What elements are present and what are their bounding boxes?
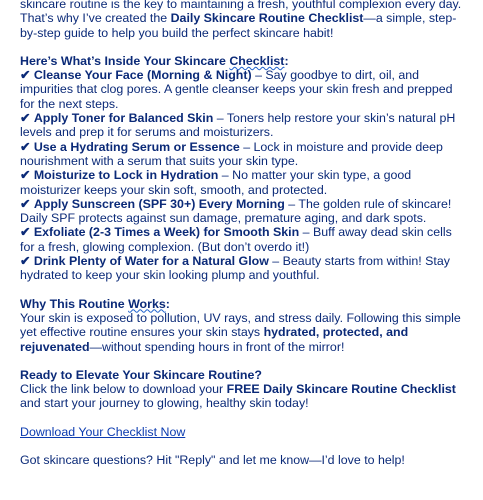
ready-text-end: and start your journey to glowing, healthy skin today!: [20, 396, 309, 411]
download-checklist-link[interactable]: [20, 425, 185, 439]
spacer: [20, 411, 469, 425]
inside-heading-text: Here’s What’s Inside Your Skincare: [20, 53, 230, 68]
checklist-items: [20, 68, 469, 282]
checklist-item-text: – Say goodbye to dirt, oil, and impurities that clog pores. A gentle cleanser keeps your skin fresh and prepped for the next steps.: [20, 68, 453, 111]
ready-bold: FREE Daily Skincare Routine Checklist: [226, 382, 456, 397]
checkmark-icon: ✔: [20, 168, 31, 183]
why-heading-text: Why This Routine: [20, 296, 129, 311]
why-heading-word: Works: [128, 296, 166, 311]
checklist-item-title: Use a Hydrating Serum or Essence: [33, 139, 240, 154]
ready-heading-text: Ready to Elevate Your Skincare Routine?: [20, 367, 262, 382]
checklist-item-text: – Buff away dead skin cells for a fresh, glowing complexion. (But don’t overdo it!): [20, 225, 452, 254]
spacer: [20, 40, 469, 54]
checklist-item-text: – No matter your skin type, a good moisturizer keeps your skin soft, smooth, and protected.: [20, 168, 412, 197]
checklist-item: [20, 140, 469, 169]
download-link-label: Download Your Checklist Now: [20, 424, 186, 439]
checklist-item: [20, 168, 469, 197]
why-text-end: —without spending hours in front of the mirror!: [89, 339, 345, 354]
checklist-item-text: – Lock in moisture and provide deep nourishment with a serum that suits your skin type.: [20, 139, 443, 168]
checklist-item-text: – The golden rule of skincare! Daily SPF protects against sun damage, premature aging, and dark spots.: [20, 196, 452, 226]
checklist-item-title: Drink Plenty of Water for a Natural Glow: [33, 254, 269, 269]
checklist-item: [20, 111, 469, 140]
why-heading-colon: :: [165, 296, 170, 311]
checklist-item-title: Exfoliate (2-3 Times a Week) for Smooth Skin: [33, 225, 300, 240]
inside-heading-colon: :: [284, 53, 289, 68]
checklist-item-title: Apply Sunscreen (SPF 30+) Every Morning: [33, 196, 285, 211]
checklist-item-text: – Beauty starts from within! Stay hydrated to keep your skin looking plump and youthful.: [20, 254, 450, 283]
why-text: Your skin is exposed to pollution, UV rays, and stress daily. Following this simple yet effective routine ensures your skin stays: [20, 310, 461, 340]
spacer: [20, 283, 469, 297]
why-bold: hydrated, protected, and rejuvenated: [20, 325, 409, 354]
why-heading: [20, 297, 469, 311]
intro-text-end: —a simple, step-by-step guide to help you build the perfect skincare habit!: [20, 11, 457, 40]
checklist-item: [20, 225, 469, 254]
checkmark-icon: ✔: [20, 68, 31, 83]
intro-text: skincare routine is the key to maintaining a fresh, youthful complexion every day. That’s why I’ve created the: [20, 0, 462, 26]
intro-paragraph: [20, 0, 469, 40]
ready-paragraph: [20, 382, 469, 411]
ready-heading: [20, 368, 469, 382]
download-line: [20, 425, 469, 439]
checklist-item: [20, 254, 469, 283]
checklist-item: [20, 197, 469, 226]
checkmark-icon: ✔: [20, 139, 31, 154]
inside-heading: [20, 54, 469, 68]
checkmark-icon: ✔: [20, 111, 31, 126]
spacer: [20, 354, 469, 368]
checkmark-icon: ✔: [20, 196, 31, 211]
ready-text: Click the link below to download your: [20, 382, 227, 397]
checkmark-icon: ✔: [20, 254, 31, 269]
checklist-item-text: – Toners help restore your skin’s natural pH levels and prep it for serums and moisturizers.: [20, 111, 456, 140]
checklist-item-title: Cleanse Your Face (Morning & Night): [33, 68, 252, 83]
checklist-item-title: Apply Toner for Balanced Skin: [33, 111, 214, 126]
checklist-item-title: Moisturize to Lock in Hydration: [33, 168, 219, 183]
checklist-name: Daily Skincare Routine Checklist: [170, 11, 364, 26]
why-paragraph: [20, 311, 469, 354]
checklist-item: [20, 68, 469, 111]
checkmark-icon: ✔: [20, 225, 31, 240]
inside-heading-word: Checklist: [229, 53, 285, 68]
closing-line: Got skincare questions? Hit "Reply" and let me know—I’d love to help!: [20, 453, 405, 468]
spacer: [20, 439, 469, 453]
